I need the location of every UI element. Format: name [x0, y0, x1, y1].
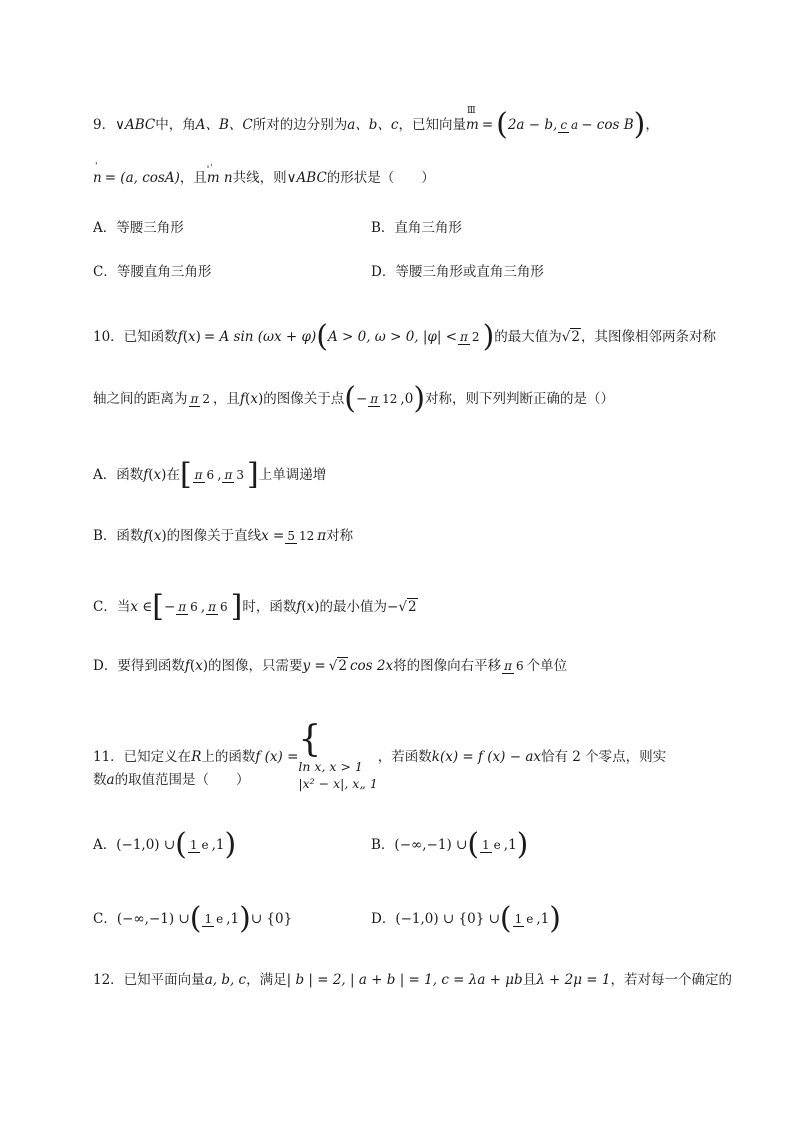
- fraction-c-over-a: c a: [560, 117, 579, 132]
- q9-option-c[interactable]: C．等腰直角三角形: [93, 264, 212, 280]
- q9-line1: 9．∨ ABC 中，角 A、B、C 所对的边分别为 a、b、c ，已知向量 Ⅲ m = ( 2a − b, c a − cos B ) ，: [93, 106, 659, 142]
- q10-option-a[interactable]: A．函数 f ( x ) 在 [ π 6 , π 3 ] 上单调递增: [93, 457, 327, 492]
- q11-number: 11．已知定义在: [93, 749, 192, 765]
- sqrt-2: √2: [561, 329, 580, 345]
- q9-number: 9．∨: [93, 117, 125, 133]
- q10-option-d[interactable]: D．要得到函数 f ( x ) 的图像，只需要 y = √2 cos 2x 将的图像向右平移 π 6 个单位: [93, 658, 568, 674]
- fraction-pi-over-2: π 2: [460, 329, 480, 344]
- q12-number: 12．已知平面向量: [93, 972, 205, 988]
- paren-right: ): [633, 107, 646, 142]
- piecewise-function: { ln x, x > 1 |x² − x|, x„ 1: [298, 719, 378, 791]
- q12-line1: 12．已知平面向量 a, b, c ，满足 | b | = 2, | a + b | = 1, c = λa + μb 且 λ + 2μ = 1 ，若对每一个确定的: [93, 972, 732, 988]
- q10-line2: 轴之间的距离为 π 2 ，且 f ( x ) 的图像关于点 ( − π 12 ,0 ) 对称，则下列判断正确的是（）: [93, 381, 615, 416]
- q9-option-b[interactable]: B．直角三角形: [371, 220, 462, 236]
- q9-option-d[interactable]: D．等腰三角形或直角三角形: [371, 264, 544, 280]
- q11-option-a[interactable]: A． (−1,0) ∪ ( 1 e ,1 ): [93, 827, 237, 862]
- vector-n: ' n: [93, 162, 102, 186]
- vectors-m-n: ͧ ' m n: [206, 163, 233, 186]
- q9-line2: ' n = (a, cosA) ，且 ͧ ' m n 共线，则∨ ABC 的形状是（ ）: [93, 162, 435, 186]
- q11-option-d[interactable]: D． (−1,0) ∪ {0} ∪ ( 1 e ,1 ): [371, 901, 561, 936]
- vector-m: Ⅲ m: [466, 106, 479, 133]
- q11-option-c[interactable]: C． (−∞,−1) ∪ ( 1 e ,1 ) ∪ {0}: [93, 901, 293, 936]
- q10-option-b[interactable]: B．函数 f ( x ) 的图像关于直线 x = 5 12 π 对称: [93, 528, 354, 544]
- q11-option-b[interactable]: B． (−∞,−1) ∪ ( 1 e ,1 ): [371, 827, 529, 862]
- q11-line1: 11．已知定义在 R 上的函数 f (x) = { ln x, x > 1 |x² − x|, x„ 1 ，若函数 k(x) = f (x) − ax 恰有 2 个零点，则实: [93, 719, 667, 791]
- q10-option-c[interactable]: C．当 x ∈ [ − π 6 , π 6 ] 时，函数 f ( x ) 的最小值为 − √2: [93, 589, 417, 624]
- q11-line2: 数 a 的取值范围是（ ）: [93, 772, 250, 788]
- q10-line1: 10．已知函数 f ( x ) = A sin (ωx + φ) ( A > 0, ω > 0, |φ| < π 2 ) 的最大值为 √2 ，其图像相邻两条对称: [93, 319, 716, 354]
- paren-left: (: [496, 107, 508, 142]
- q10-number: 10．已知函数: [93, 329, 178, 345]
- q9-option-a[interactable]: A．等腰三角形: [93, 220, 184, 236]
